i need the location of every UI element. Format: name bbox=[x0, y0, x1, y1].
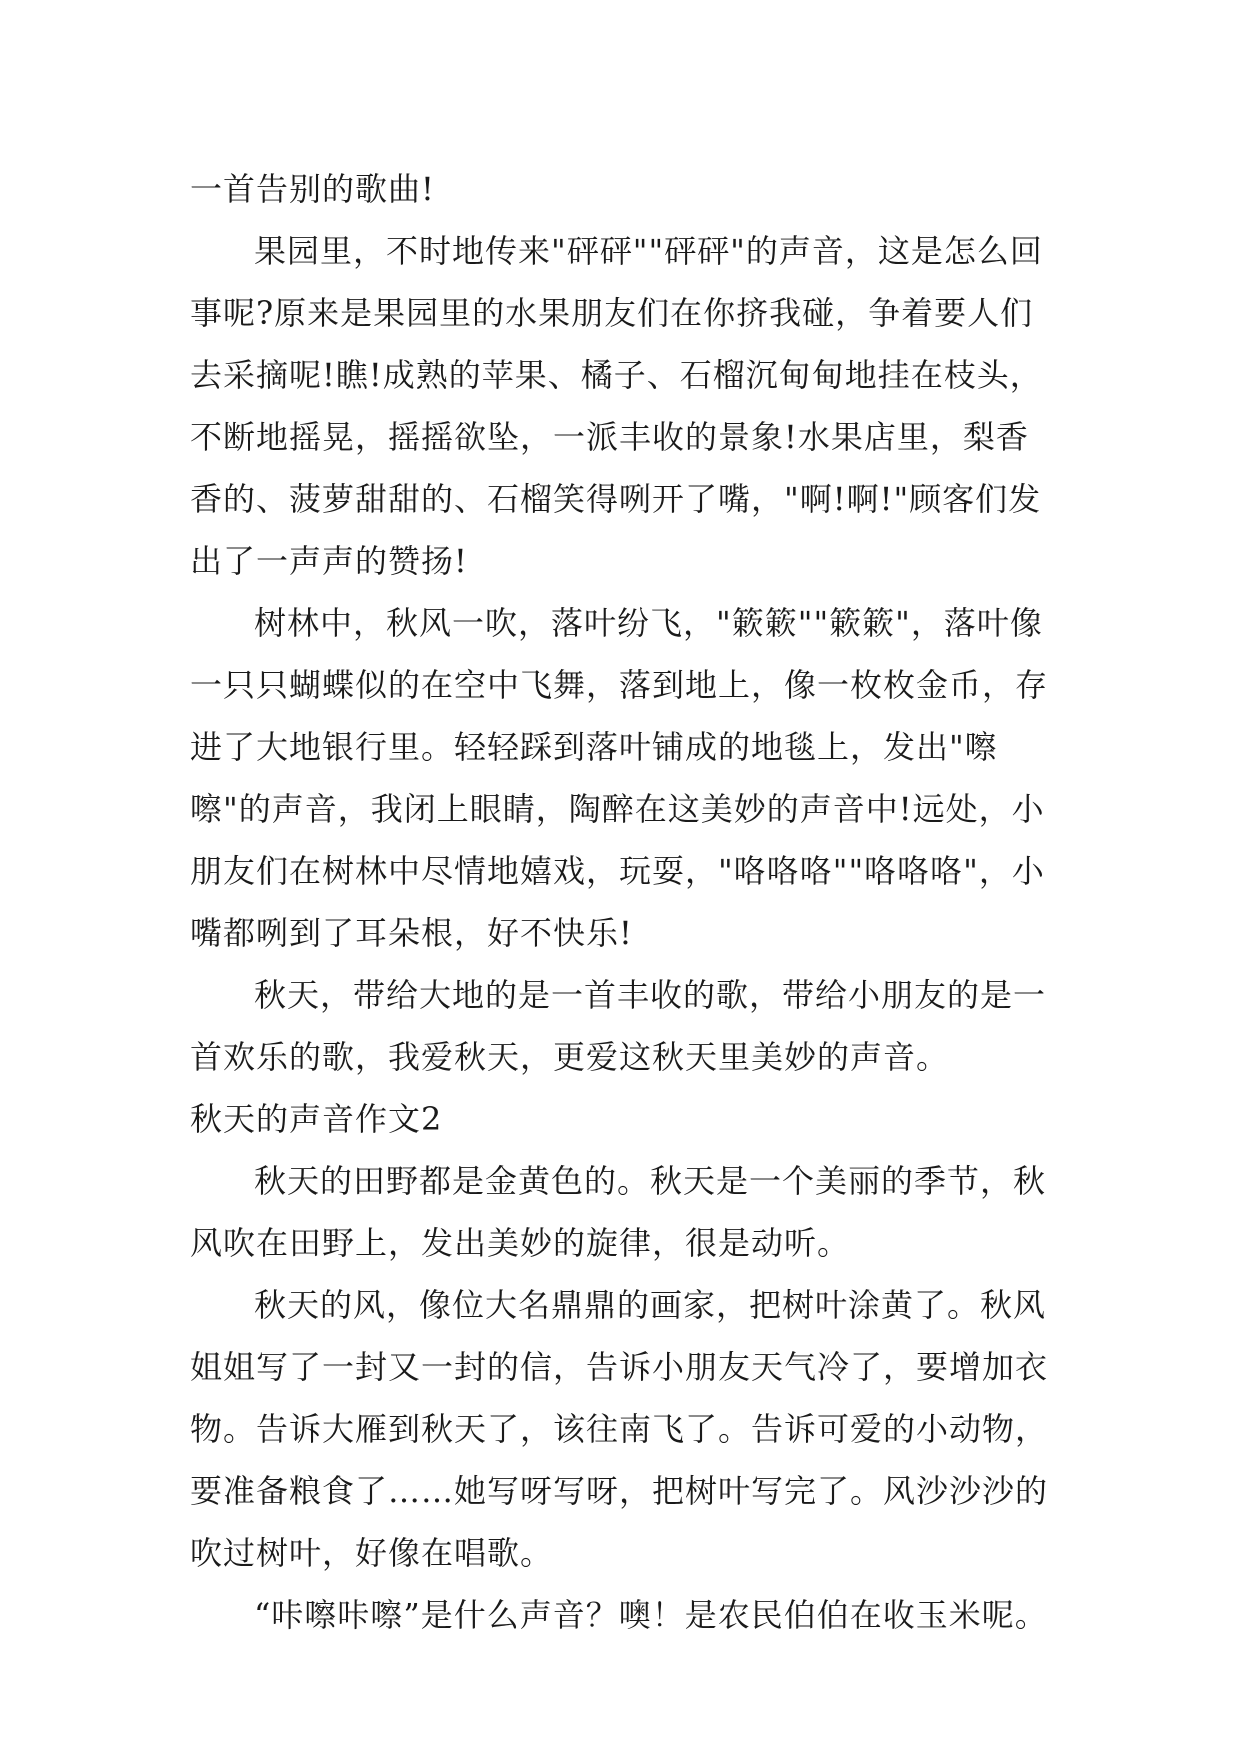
paragraph-fields: 秋天的田野都是金黄色的。秋天是一个美丽的季节，秋风吹在田野上，发出美妙的旋律，很是动听。 bbox=[190, 1162, 1047, 1262]
paragraph-corn-harvest: “咔嚓咔嚓”是什么声音？噢！是农民伯伯在收玉米呢。 bbox=[254, 1596, 1048, 1634]
paragraph-autumn-song: 秋天，带给大地的是一首丰收的歌，带给小朋友的是一首欢乐的歌，我爱秋天，更爱这秋天里美妙的声音。 bbox=[190, 976, 1047, 1076]
paragraph-continuation: 一首告别的歌曲! bbox=[190, 170, 435, 208]
document-body bbox=[190, 158, 1050, 1646]
essay-title: 秋天的声音作文2 bbox=[190, 1100, 443, 1138]
paragraph-autumn-wind: 秋天的风，像位大名鼎鼎的画家，把树叶涂黄了。秋风姐姐写了一封又一封的信，告诉小朋友天气冷了，要增加衣物。告诉大雁到秋天了，该往南飞了。告诉可爱的小动物，要准备粮食了……她写呀写呀，把树叶写完了。风沙沙沙的吹过树叶，好像在唱歌。 bbox=[190, 1286, 1049, 1572]
paragraph-orchard: 果园里，不时地传来"砰砰""砰砰"的声音，这是怎么回事呢?原来是果园里的水果朋友们在你挤我碰，争着要人们去采摘呢!瞧!成熟的苹果、橘子、石榴沉甸甸地挂在枝头，不断地摇晃，摇摇欲坠，一派丰收的景象!水果店里，梨香香的、菠萝甜甜的、石榴笑得咧开了嘴，"啊!啊!"顾客们发出了一声声的赞扬! bbox=[190, 232, 1043, 580]
paragraph-forest: 树林中，秋风一吹，落叶纷飞，"簌簌""簌簌"，落叶像一只只蝴蝶似的在空中飞舞，落到地上，像一枚枚金币，存进了大地银行里。轻轻踩到落叶铺成的地毯上，发出"嚓嚓"的声音，我闭上眼睛，陶醉在这美妙的声音中!远处，小朋友们在树林中尽情地嬉戏，玩耍，"咯咯咯""咯咯咯"，小嘴都咧到了耳朵根，好不快乐! bbox=[190, 604, 1049, 952]
